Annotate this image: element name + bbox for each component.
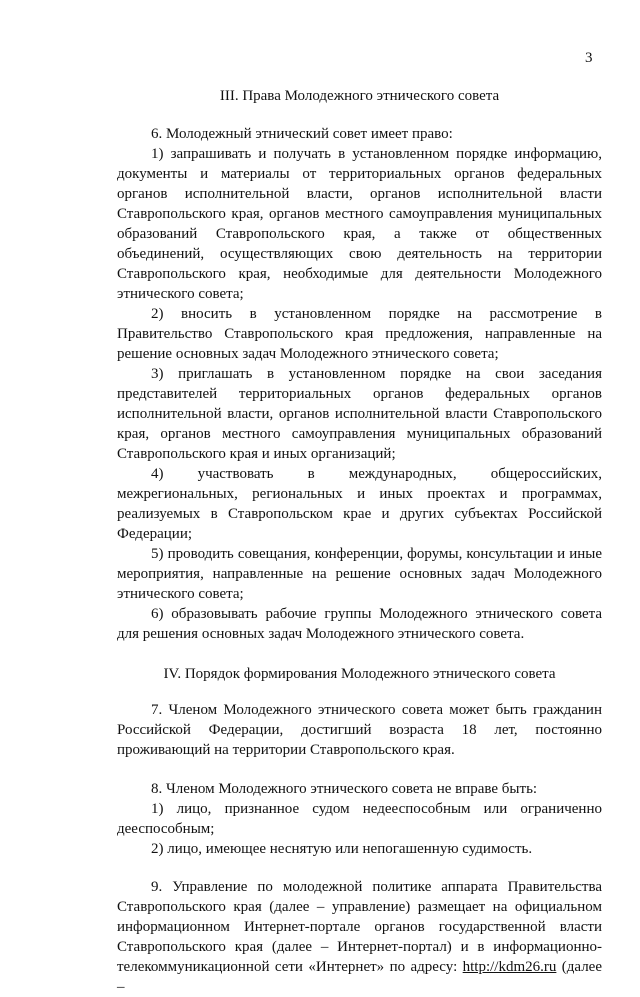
spacer	[117, 760, 602, 779]
item-8-point-1: 1) лицо, признанное судом недееспособным или ограниченно дееспособным;	[117, 801, 602, 837]
item-9-text: 9. Управление по молодежной политике аппарата Правительства Ставропольского края (далее – управление) размещает на официальном информационном Интернет-портале органов государственной власти Ставропольского края (далее – Интернет-портал) и в информационно-телекоммуникационной сети «Интернет» по адресу:	[117, 879, 602, 975]
right-4: 4) участвовать в международных, общероссийских, межрегиональных, региональных и иных проектах и программах, реализуемых в Ставропольском крае и других субъектах Российской Федерации;	[117, 466, 602, 542]
section-3-title: III. Права Молодежного этнического совета	[219, 88, 500, 104]
item-8-point-2: 2) лицо, имеющее неснятую или непогашенную судимость.	[151, 841, 533, 857]
right-5: 5) проводить совещания, конференции, форумы, консультации и иные мероприятия, направленные на решение основных задач Молодежного этнического совета;	[117, 546, 602, 602]
kdm26-link[interactable]: http://kdm26.ru	[462, 959, 557, 975]
spacer	[117, 859, 602, 877]
item-9-text-end: (далее –	[117, 959, 603, 995]
item-9	[117, 877, 602, 997]
item-7: 7. Членом Молодежного этнического совета может быть гражданин Российской Федерации, достигший возраста 18 лет, постоянно проживающий на территории Ставропольского края.	[117, 702, 602, 758]
page-number: 3	[585, 50, 593, 66]
right-1: 1) запрашивать и получать в установленном порядке информацию, документы и материалы от территориальных органов федеральных органов исполнительной власти, органов исполнительной власти Ставропольского края, органов местного самоуправления муниципальных образований Ставропольского края, а также от общественных объединений, осуществляющих свою деятельность на территории Ставропольского края, необходимые для деятельности Молодежного этнического совета;	[117, 146, 602, 302]
right-6: 6) образовывать рабочие группы Молодежного этнического совета для решения основных задач Молодежного этнического совета.	[117, 606, 602, 642]
item-6-intro: 6. Молодежный этнический совет имеет право:	[151, 126, 453, 142]
section-4-title: IV. Порядок формирования Молодежного этнического совета	[163, 666, 556, 682]
item-8-intro: 8. Членом Молодежного этнического совета не вправе быть:	[151, 781, 538, 797]
document-body	[117, 84, 602, 997]
right-2: 2) вносить в установленном порядке на рассмотрение в Правительство Ставропольского края предложения, направленные на решение основных задач Молодежного этнического совета;	[117, 306, 602, 362]
right-3: 3) приглашать в установленном порядке на свои заседания представителей территориальных органов федеральных органов исполнительной власти, органов исполнительной власти Ставропольского края, органов местного самоуправления муниципальных образований Ставропольского края и иных организаций;	[117, 366, 602, 462]
